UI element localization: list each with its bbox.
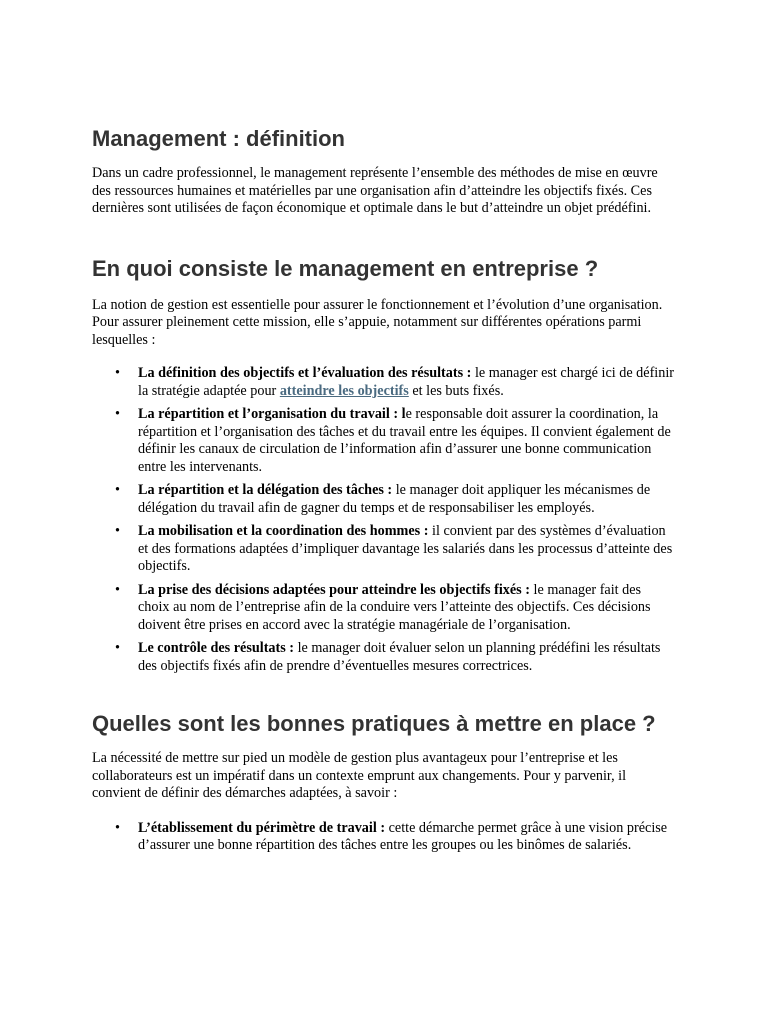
heading-bonnes-pratiques: Quelles sont les bonnes pratiques à mettre en place ?: [92, 711, 656, 736]
heading-en-quoi-consiste: En quoi consiste le management en entreprise ?: [92, 255, 599, 281]
item-bold-label: La définition des objectifs et l’évaluation des résultats :: [138, 365, 472, 381]
item-bold-label: La répartition et l’organisation du travail : l: [138, 406, 406, 422]
list-item: [92, 640, 676, 675]
item-text: e responsable doit assurer la coordination, la répartition et l’organisation des tâches et du travail entre les équipes. Il convient également de définir les canaux de circulation de l’information afin d’assurer une bonne communication entre les intervenants.: [138, 406, 671, 475]
bullet-icon: •: [115, 523, 120, 539]
list-item: [92, 365, 676, 400]
bullet-icon: •: [115, 365, 120, 381]
bullet-icon: •: [115, 640, 120, 656]
item-text: il convient par des systèmes d’évaluation et des formations adaptées d’impliquer davantage les salariés dans les processus d’atteinte des objectifs.: [138, 523, 673, 574]
item-text: cette démarche permet grâce à une vision précise d’assurer une bonne répartition des tâches entre les groupes ou les binômes de salariés.: [138, 819, 668, 853]
list-item: [92, 820, 676, 855]
item-text: le manager fait des choix au nom de l’entreprise afin de la conduire vers l’atteinte des objectifs. Ces décisions doivent être prises en accord avec la stratégie managériale de l’organisation.: [138, 581, 651, 633]
list-item: [92, 523, 676, 576]
item-bold-label: Le contrôle des résultats :: [138, 640, 295, 656]
atteindre-objectifs-link[interactable]: atteindre les objectifs: [279, 382, 409, 399]
paragraph-definition: Dans un cadre professionnel, le management représente l’ensemble des méthodes de mise en œuvre des ressources humaines et matérielles par une organisation afin d’atteindre les objectifs fixés. Ces dernières sont utilisées de façon économique et optimale dans le but d’atteindre un objet prédéfini.: [92, 165, 658, 216]
list-item: [92, 406, 676, 476]
bullet-icon: •: [115, 406, 120, 422]
list-demarches: [92, 820, 676, 855]
list-operations: [92, 365, 676, 675]
heading-management-definition: Management : définition: [92, 126, 345, 151]
item-bold-label: La prise des décisions adaptées pour atteindre les objectifs fixés :: [138, 581, 530, 598]
item-text: le manager doit évaluer selon un planning prédéfini les résultats des objectifs fixés afin de prendre d’éventuelles mesures correctrices.: [138, 640, 661, 674]
item-bold-label: La mobilisation et la coordination des hommes :: [138, 523, 429, 539]
item-bold-label: La répartition et la délégation des tâches :: [138, 482, 393, 498]
bullet-icon: •: [115, 819, 120, 836]
bullet-icon: •: [115, 581, 120, 598]
item-text: le manager doit appliquer les mécanismes de délégation du travail afin de gagner du temps et de responsabiliser les employés.: [138, 482, 651, 516]
item-bold-label: L’établissement du périmètre de travail :: [138, 819, 386, 836]
paragraph-necessite: La nécessité de mettre sur pied un modèle de gestion plus avantageux pour l’entreprise et les collaborateurs est un impératif dans un contexte emprunt aux changements. Pour y parvenir, il convient de définir des démarches adaptées, à savoir :: [92, 750, 627, 801]
paragraph-notion-gestion: La notion de gestion est essentielle pour assurer le fonctionnement et l’évolution d’une organisation. Pour assurer pleinement cette mission, elle s’appuie, notamment sur différentes opérations parmi lesquelles :: [92, 296, 663, 348]
item-text-after: et les buts fixés.: [408, 382, 504, 399]
item-text: le manager est chargé ici de définir la stratégie adaptée pour: [138, 365, 674, 399]
list-item: [92, 482, 676, 517]
list-item: [92, 582, 676, 635]
bullet-icon: •: [115, 482, 120, 498]
